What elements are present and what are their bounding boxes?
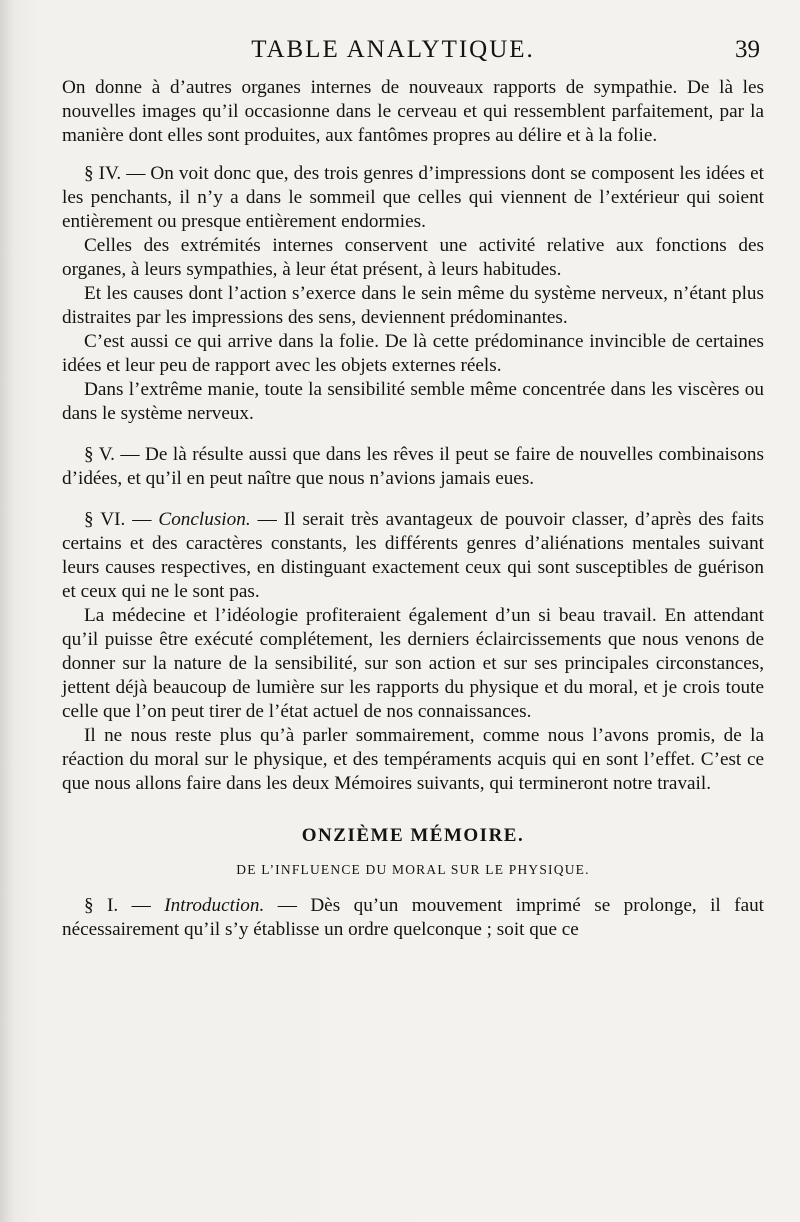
- section-i-heading: Introduction.: [164, 895, 265, 916]
- section-vi-heading: Conclusion.: [158, 509, 251, 530]
- section-iv-text: On voit donc que, des trois genres d’impressions dont se composent les idées et les penchants, il n’y a dans le sommeil que celles qui viennent de l’extérieur qui soient entièrement ou presque entièrement endormies.: [62, 163, 764, 232]
- section-vi-text: — Il serait très avantageux de pouvoir classer, d’après des faits certains et des caractères constants, les différents genres d’aliénations mentales suivant leurs causes respectives, en distinguant exactement ceux qui sont susceptibles de guérison et ceux qui ne le sont pas.: [62, 509, 764, 602]
- section-vi-label: § VI. —: [84, 509, 159, 530]
- section-vi-paragraph: [62, 508, 764, 604]
- section-i-paragraph: [62, 894, 764, 942]
- section-i-text: — Dès qu’un mouvement imprimé se prolonge, il faut nécessairement qu’il s’y établisse un ordre quelconque ; soit que ce: [62, 895, 765, 940]
- paragraph-4: Et les causes dont l’action s’exerce dans le sein même du système nerveux, n’étant plus distraites par les impressions des sens, deviennent prédominantes.: [62, 283, 764, 328]
- page-header: [62, 36, 764, 76]
- paragraph-3: Celles des extrémités internes conservent une activité relative aux fonctions des organes, à leurs sympathies, à leur état présent, à leurs habitudes.: [62, 235, 764, 280]
- paragraph-10: Il ne nous reste plus qu’à parler sommairement, comme nous l’avons promis, de la réaction du moral sur le physique, et des tempéraments acquis qui en sont l’effet. C’est ce que nous allons faire dans les deux Mémoires suivants, qui termineront notre travail.: [62, 725, 764, 794]
- page-body: [62, 76, 764, 942]
- running-title: TABLE ANALYTIQUE.: [251, 36, 535, 63]
- paragraph-9: La médecine et l’idéologie profiteraient également d’un si beau travail. En attendant qu’il puisse être exécuté complétement, les derniers éclaircissements que nous venons de donner sur la nature de la sensibilité, sur son action et sur ses principales circonstances, jettent déjà beaucoup de lumière sur les rapports du physique et du moral, et je crois toute celle que l’on peut tirer de l’état actuel de nos connaissances.: [62, 605, 764, 722]
- memoir-title: ONZIÈME MÉMOIRE.: [301, 825, 525, 846]
- section-iv-label: § IV. —: [84, 163, 151, 184]
- paragraph-6: Dans l’extrême manie, toute la sensibilité semble même concentrée dans les viscères ou dans le système nerveux.: [62, 379, 764, 424]
- section-iv-paragraph: [62, 162, 764, 234]
- section-v-label: § V. —: [84, 444, 146, 465]
- section-i-label: § I. —: [84, 895, 165, 916]
- page-number: 39: [735, 36, 760, 63]
- paragraph-5: C’est aussi ce qui arrive dans la folie. De là cette prédominance invincible de certaines idées et leur peu de rapport avec les objets externes réels.: [62, 331, 764, 376]
- memoir-subtitle: DE L’INFLUENCE DU MORAL SUR LE PHYSIQUE.: [236, 862, 590, 877]
- paragraph-1: On donne à d’autres organes internes de nouveaux rapports de sympathie. De là les nouvelles images qu’il occasionne dans le cerveau et qui ressemblent parfaitement, par la manière dont elles sont produites, aux fantômes propres au délire et à la folie.: [62, 77, 764, 146]
- section-v-text: De là résulte aussi que dans les rêves il peut se faire de nouvelles combinaisons d’idées, et qu’il en peut naître que nous n’avions jamais eues.: [62, 444, 764, 489]
- section-v-paragraph: [62, 443, 764, 491]
